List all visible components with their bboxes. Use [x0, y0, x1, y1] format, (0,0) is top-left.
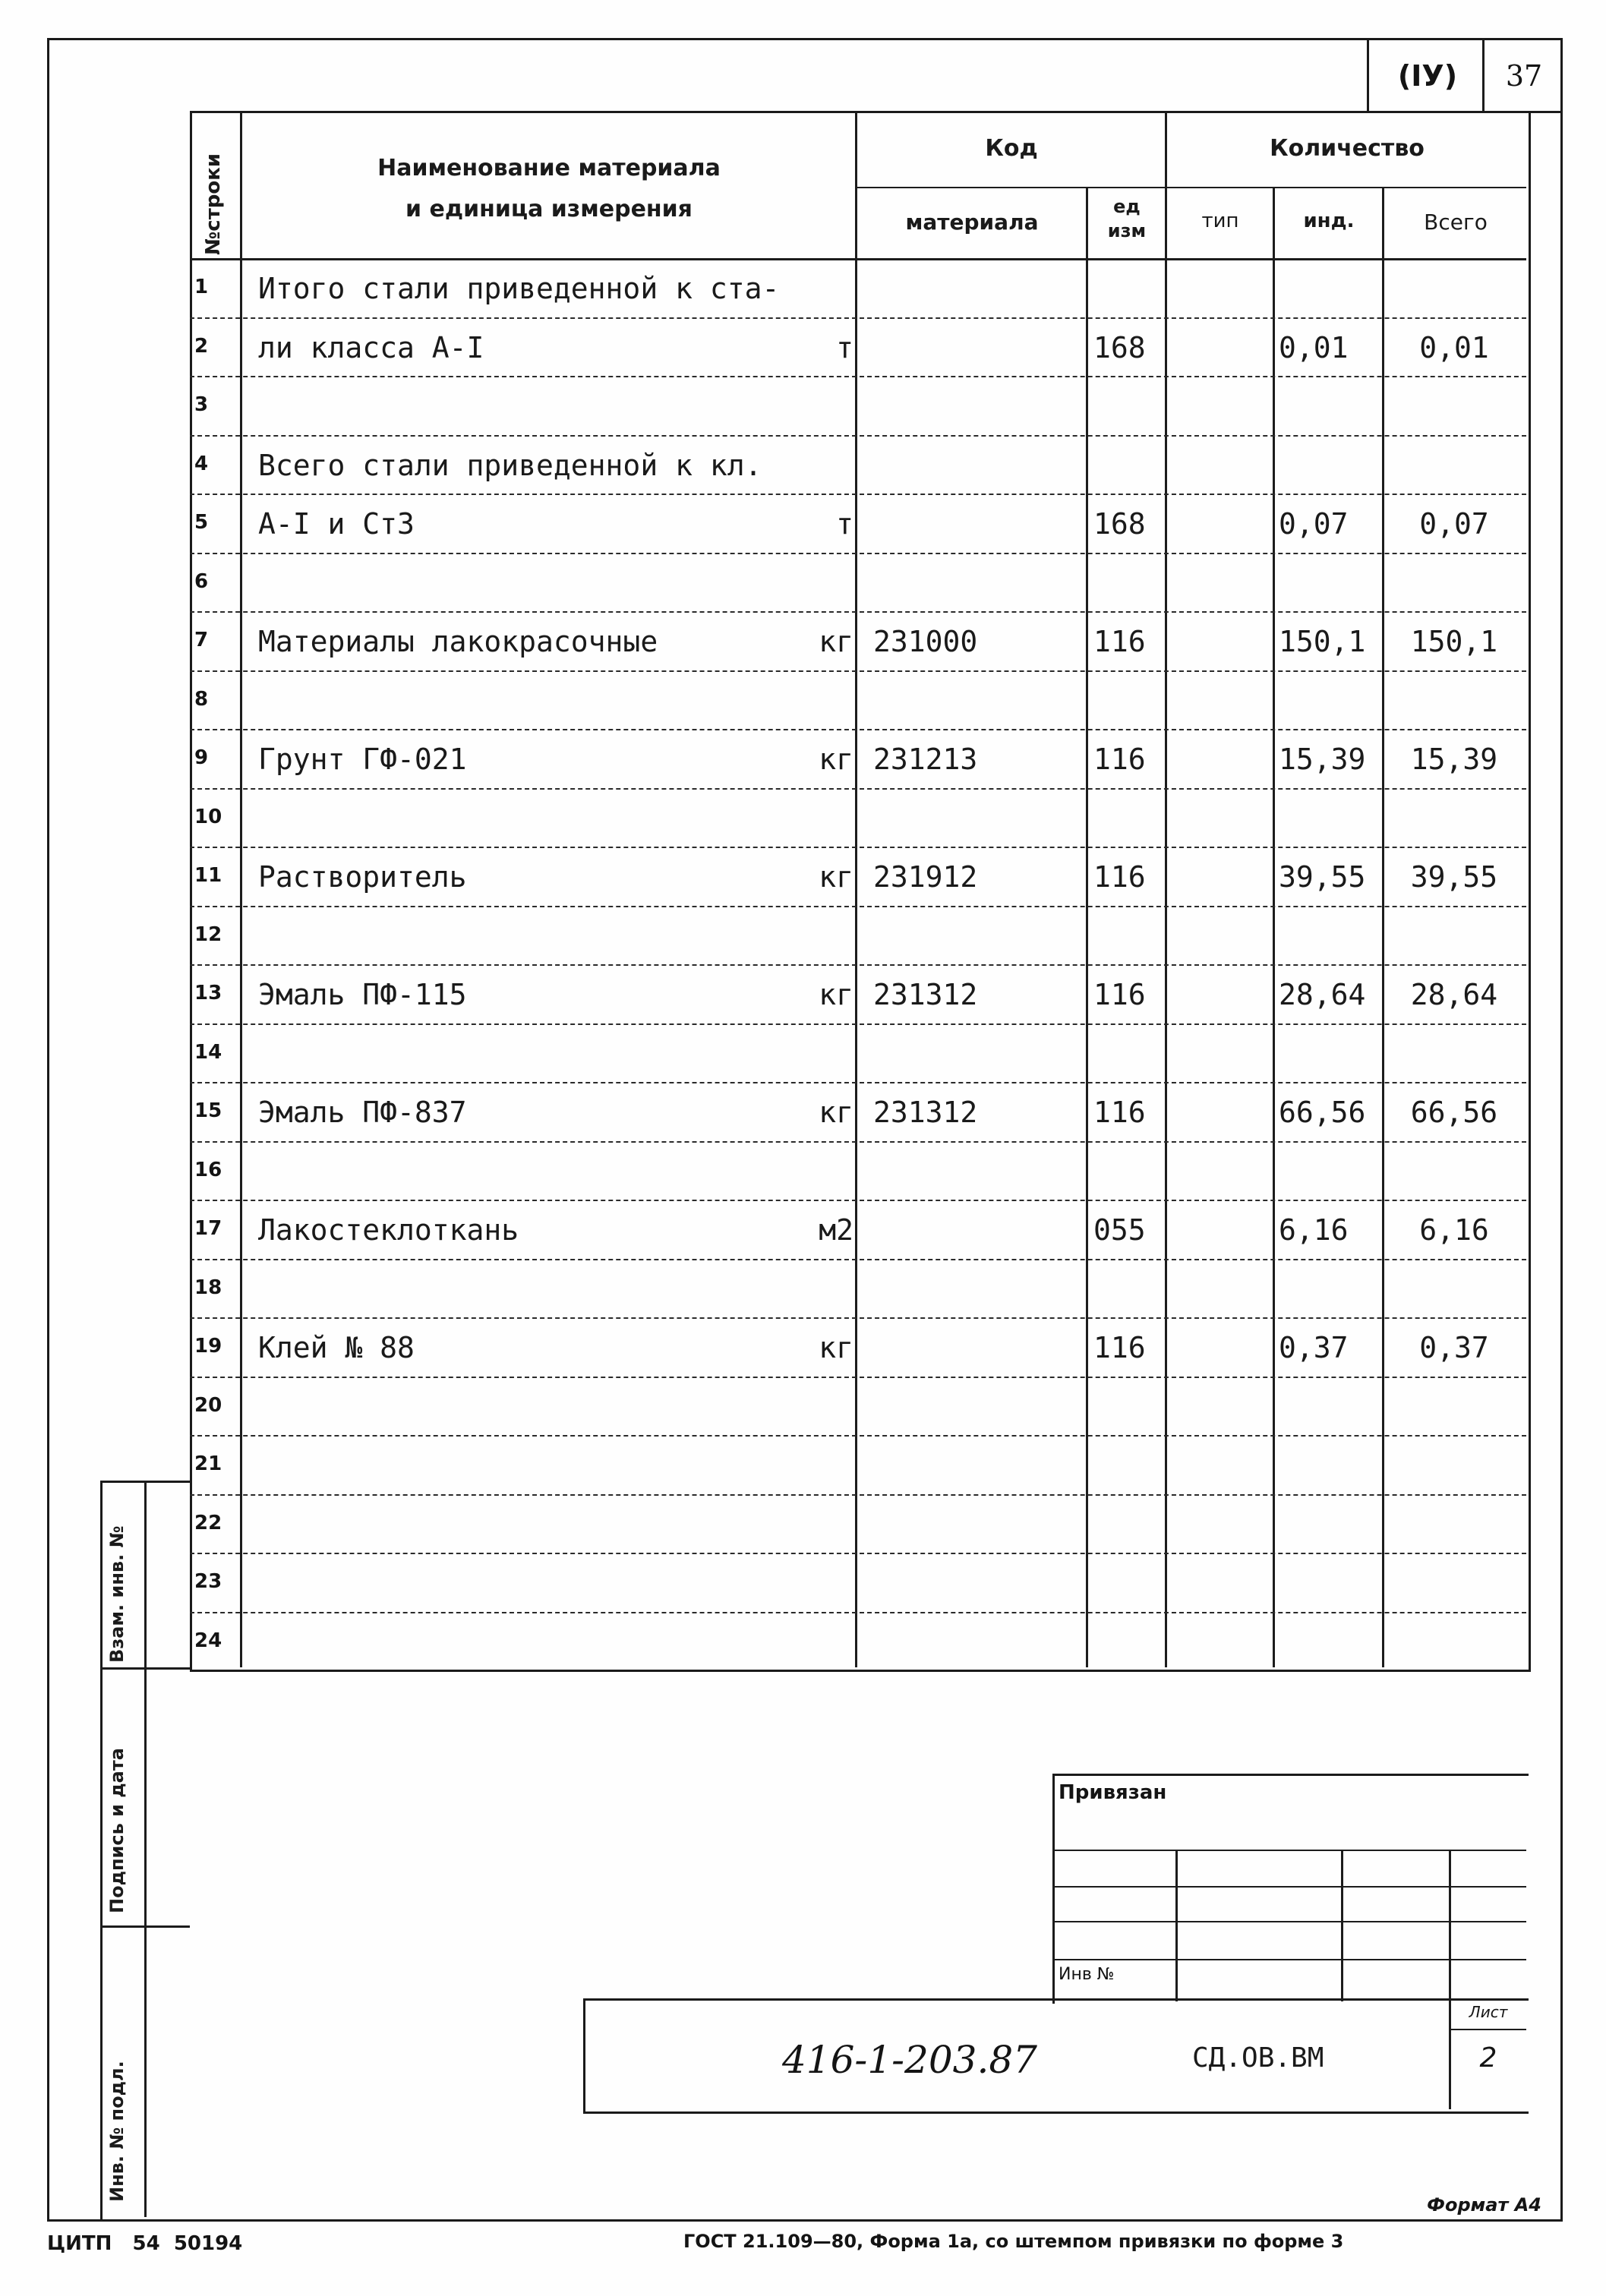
cell-material-code: [873, 913, 1078, 959]
sheet-label: Лист: [1469, 2003, 1508, 2021]
cell-material-code: [873, 266, 1078, 311]
row-divider: [190, 611, 1526, 613]
row-number: 4: [194, 452, 209, 475]
cell-ind: 0,07: [1279, 507, 1349, 541]
cell-total: 0,01: [1419, 330, 1489, 364]
cell-type: [1169, 736, 1268, 782]
code-material-header: материала: [905, 210, 1039, 235]
cell-ind: [1279, 560, 1377, 606]
row-divider: [190, 847, 1526, 848]
cell-unit: кг: [819, 1331, 853, 1364]
row-number: 11: [194, 864, 222, 887]
qty-total-header: Всего: [1424, 210, 1488, 235]
cell-unit: [790, 796, 853, 841]
corner-stamp-divider: [1482, 38, 1485, 111]
cell-type: [1169, 1207, 1268, 1253]
qty-type-header: тип: [1201, 210, 1239, 232]
row-divider: [190, 1553, 1526, 1554]
cell-type: [1169, 1620, 1268, 1665]
cell-name: [258, 560, 790, 606]
code-unit-header: [1089, 194, 1165, 243]
side-inv-podl: Инв. № подл.: [106, 2061, 128, 2202]
cell-material-code: [873, 1502, 1078, 1547]
cell-total: 150,1: [1410, 625, 1498, 658]
cell-type: [1169, 1443, 1268, 1488]
cell-unit: [790, 1149, 853, 1194]
cell-total: 6,16: [1419, 1213, 1489, 1247]
cell-name: ли класса А-I: [258, 330, 484, 364]
cell-unit-code: [1093, 796, 1163, 841]
cell-unit-code: [1093, 1443, 1163, 1488]
cell-unit-code: 116: [1093, 625, 1146, 658]
cell-material-code: [873, 443, 1078, 488]
cell-unit-code: [1093, 1149, 1163, 1194]
cell-unit-code: [1093, 1620, 1163, 1665]
cell-material-code: [873, 383, 1078, 429]
cell-ind: 150,1: [1279, 625, 1366, 658]
cell-type: [1169, 325, 1268, 371]
cell-type: [1169, 619, 1268, 664]
cell-total: 66,56: [1410, 1096, 1498, 1129]
cell-material-code: [873, 501, 1078, 547]
binding-inv-label: Инв №: [1059, 1965, 1115, 1984]
cell-total: 0,37: [1419, 1331, 1489, 1364]
cell-name: [258, 1502, 790, 1547]
cell-unit: м2: [819, 1213, 853, 1247]
cell-unit-code: [1093, 443, 1163, 488]
sheet-code: (IУ): [1397, 59, 1458, 93]
cell-material-code: [873, 560, 1078, 606]
row-divider: [190, 1259, 1526, 1260]
cell-unit: кг: [819, 978, 853, 1011]
row-divider: [190, 964, 1526, 966]
cell-material-code: [873, 1149, 1078, 1194]
cell-name: [258, 1443, 790, 1488]
cell-total: 15,39: [1410, 743, 1498, 776]
cell-unit: [790, 560, 853, 606]
cell-unit: кг: [819, 1096, 853, 1129]
cell-material-code: [873, 1031, 1078, 1077]
cell-total: [1387, 266, 1522, 311]
row-number: 7: [194, 629, 209, 651]
row-divider: [190, 1377, 1526, 1378]
cell-ind: 15,39: [1279, 743, 1366, 776]
cell-total: [1387, 560, 1522, 606]
cell-unit: [790, 1443, 853, 1488]
side-podpis-data: Подпись и дата: [106, 1748, 128, 1913]
row-divider: [190, 906, 1526, 907]
cell-ind: 6,16: [1279, 1213, 1349, 1247]
cell-unit-code: 116: [1093, 743, 1146, 776]
row-divider: [190, 317, 1526, 319]
cell-unit: [790, 1560, 853, 1606]
code-unit-header-line1: ед: [1113, 196, 1141, 217]
cell-ind: [1279, 383, 1377, 429]
row-number: 15: [194, 1099, 222, 1122]
row-number: 21: [194, 1452, 222, 1475]
cell-type: [1169, 383, 1268, 429]
cell-unit-code: 116: [1093, 860, 1146, 894]
cell-ind: [1279, 1560, 1377, 1606]
row-divider: [190, 670, 1526, 672]
cell-unit: [790, 678, 853, 724]
cell-ind: [1279, 443, 1377, 488]
row-number: 23: [194, 1570, 222, 1593]
title-block: [583, 1998, 1529, 2114]
cell-name: [258, 1266, 790, 1312]
cell-name: [258, 1620, 790, 1665]
row-divider: [190, 1612, 1526, 1613]
cell-unit-code: [1093, 383, 1163, 429]
footer-right: ГОСТ 21.109—80, Форма 1а, со штемпом привязки по форме 3: [683, 2231, 1344, 2252]
cell-total: [1387, 678, 1522, 724]
cell-total: 39,55: [1410, 860, 1498, 894]
cell-material-code: 231312: [873, 978, 978, 1011]
cell-type: [1169, 1502, 1268, 1547]
row-divider: [190, 376, 1526, 377]
cell-unit-code: 055: [1093, 1213, 1146, 1247]
cell-unit-code: [1093, 560, 1163, 606]
row-number: 16: [194, 1158, 222, 1181]
cell-unit-code: [1093, 913, 1163, 959]
cell-total: [1387, 1502, 1522, 1547]
row-number: 9: [194, 746, 209, 769]
cell-total: [1387, 1443, 1522, 1488]
cell-name: Грунт ГФ-021: [258, 743, 467, 776]
row-number: 1: [194, 276, 209, 298]
cell-unit-code: [1093, 1266, 1163, 1312]
row-divider: [190, 1141, 1526, 1143]
binding-stamp: [1052, 1774, 1529, 2004]
cell-name: [258, 913, 790, 959]
row-number: 8: [194, 687, 209, 711]
cell-name: [258, 1384, 790, 1430]
cell-total: [1387, 796, 1522, 841]
row-number: 2: [194, 334, 209, 358]
cell-material-code: [873, 678, 1078, 724]
cell-unit: [790, 1384, 853, 1430]
cell-name: Материалы лакокрасочные: [258, 625, 658, 658]
cell-name: Растворитель: [258, 860, 467, 894]
row-number: 22: [194, 1511, 222, 1534]
row-divider: [190, 1200, 1526, 1201]
cell-name: [258, 1560, 790, 1606]
sheet-value: 2: [1479, 2042, 1497, 2074]
qty-ind-header: инд.: [1303, 210, 1355, 232]
cell-total: 0,07: [1419, 507, 1489, 541]
cell-material-code: [873, 1207, 1078, 1253]
cell-unit-code: [1093, 266, 1163, 311]
cell-ind: 39,55: [1279, 860, 1366, 894]
cell-unit-code: [1093, 1502, 1163, 1547]
cell-type: [1169, 1031, 1268, 1077]
cell-name: [258, 796, 790, 841]
cell-ind: [1279, 1149, 1377, 1194]
cell-total: [1387, 1384, 1522, 1430]
cell-material-code: 231213: [873, 743, 978, 776]
cell-type: [1169, 913, 1268, 959]
row-divider: [190, 494, 1526, 495]
cell-ind: [1279, 1502, 1377, 1547]
cell-ind: [1279, 1384, 1377, 1430]
cell-type: [1169, 854, 1268, 900]
code-group-header: Код: [985, 135, 1038, 162]
row-divider: [190, 435, 1526, 437]
cell-name: Итого стали приведенной к ста-: [258, 272, 780, 305]
cell-unit: т: [836, 330, 853, 364]
row-number: 10: [194, 805, 222, 828]
cell-type: [1169, 560, 1268, 606]
cell-material-code: [873, 796, 1078, 841]
cell-material-code: [873, 1560, 1078, 1606]
row-divider: [190, 1023, 1526, 1025]
row-number: 18: [194, 1276, 222, 1299]
cell-unit: [790, 1620, 853, 1665]
cell-material-code: [873, 1620, 1078, 1665]
cell-total: [1387, 913, 1522, 959]
row-divider: [190, 729, 1526, 730]
row-divider: [190, 1435, 1526, 1437]
row-number: 20: [194, 1393, 222, 1417]
cell-type: [1169, 1090, 1268, 1135]
cell-material-code: [873, 1443, 1078, 1488]
cell-unit: [790, 913, 853, 959]
cell-ind: 0,37: [1279, 1331, 1349, 1364]
cell-ind: [1279, 796, 1377, 841]
cell-material-code: 231312: [873, 1096, 978, 1129]
cell-type: [1169, 1149, 1268, 1194]
cell-unit: [790, 266, 853, 311]
cell-type: [1169, 501, 1268, 547]
cell-unit-code: [1093, 1560, 1163, 1606]
cell-name: [258, 678, 790, 724]
cell-total: [1387, 1031, 1522, 1077]
cell-unit-code: 116: [1093, 1096, 1146, 1129]
cell-ind: [1279, 678, 1377, 724]
page-number: 37: [1505, 59, 1543, 93]
binding-title: Привязан: [1059, 1781, 1167, 1804]
row-number: 17: [194, 1217, 222, 1240]
cell-material-code: [873, 325, 1078, 371]
cell-unit-code: [1093, 1384, 1163, 1430]
cell-unit: кг: [819, 625, 853, 658]
cell-unit: кг: [819, 860, 853, 894]
row-number: 14: [194, 1040, 222, 1064]
cell-unit: [790, 443, 853, 488]
cell-unit: [790, 1502, 853, 1547]
quantity-group-header: Количество: [1270, 135, 1425, 162]
cell-material-code: [873, 1266, 1078, 1312]
cell-ind: [1279, 266, 1377, 311]
cell-name: [258, 1031, 790, 1077]
row-number: 24: [194, 1629, 222, 1652]
cell-material-code: [873, 1384, 1078, 1430]
row-number: 12: [194, 922, 222, 946]
doc-number: 416-1-203.87: [782, 2038, 1037, 2082]
cell-type: [1169, 1560, 1268, 1606]
cell-type: [1169, 796, 1268, 841]
code-unit-header-line2: изм: [1107, 220, 1147, 241]
cell-type: [1169, 1384, 1268, 1430]
cell-ind: [1279, 1266, 1377, 1312]
cell-type: [1169, 266, 1268, 311]
side-vzam-inv: Взам. инв. №: [106, 1525, 128, 1663]
row-number: 13: [194, 982, 222, 1004]
cell-name: Всего стали приведенной к кл.: [258, 448, 762, 482]
cell-name: А-I и Ст3: [258, 507, 415, 541]
cell-ind: 0,01: [1279, 330, 1349, 364]
cell-type: [1169, 972, 1268, 1017]
cell-unit: т: [836, 507, 853, 541]
row-number: 19: [194, 1335, 222, 1358]
cell-unit-code: 116: [1093, 978, 1146, 1011]
cell-unit: [790, 1031, 853, 1077]
cell-name: Эмаль ПФ-115: [258, 978, 467, 1011]
cell-ind: 28,64: [1279, 978, 1366, 1011]
name-header-line1: Наименование материала: [377, 155, 721, 181]
row-number: 6: [194, 569, 209, 593]
cell-total: [1387, 443, 1522, 488]
cell-type: [1169, 1325, 1268, 1370]
cell-total: 28,64: [1410, 978, 1498, 1011]
footer-left: ЦИТП 54 50194: [47, 2232, 243, 2255]
cell-total: [1387, 1620, 1522, 1665]
cell-ind: [1279, 913, 1377, 959]
cell-unit-code: [1093, 1031, 1163, 1077]
cell-unit: [790, 1266, 853, 1312]
cell-unit-code: 168: [1093, 507, 1146, 541]
row-divider: [190, 1317, 1526, 1319]
cell-ind: [1279, 1443, 1377, 1488]
cell-unit: [790, 383, 853, 429]
cell-unit-code: [1093, 678, 1163, 724]
row-divider: [190, 1082, 1526, 1083]
cell-ind: [1279, 1031, 1377, 1077]
row-divider: [190, 788, 1526, 790]
row-number: 3: [194, 393, 209, 416]
row-divider: [190, 1494, 1526, 1496]
row-divider: [190, 553, 1526, 554]
name-header-line2: и единица измерения: [405, 196, 693, 222]
cell-total: [1387, 1560, 1522, 1606]
cell-material-code: 231000: [873, 625, 978, 658]
doc-code: СД.ОВ.ВМ: [1192, 2042, 1324, 2074]
cell-name: Эмаль ПФ-837: [258, 1096, 467, 1129]
cell-name: [258, 1149, 790, 1194]
cell-unit-code: 116: [1093, 1331, 1146, 1364]
cell-name: [258, 383, 790, 429]
cell-total: [1387, 1149, 1522, 1194]
cell-ind: 66,56: [1279, 1096, 1366, 1129]
cell-name: Клей № 88: [258, 1331, 415, 1364]
cell-name: Лакостеклоткань: [258, 1213, 519, 1247]
cell-type: [1169, 1266, 1268, 1312]
cell-material-code: 231912: [873, 860, 978, 894]
row-number: 5: [194, 511, 209, 534]
cell-total: [1387, 1266, 1522, 1312]
cell-ind: [1279, 1620, 1377, 1665]
cell-unit-code: 168: [1093, 330, 1146, 364]
cell-type: [1169, 678, 1268, 724]
format-label: Формат А4: [1427, 2194, 1541, 2216]
cell-unit: кг: [819, 743, 853, 776]
cell-material-code: [873, 1325, 1078, 1370]
cell-type: [1169, 443, 1268, 488]
cell-total: [1387, 383, 1522, 429]
row-number-header: №строки: [202, 153, 225, 255]
